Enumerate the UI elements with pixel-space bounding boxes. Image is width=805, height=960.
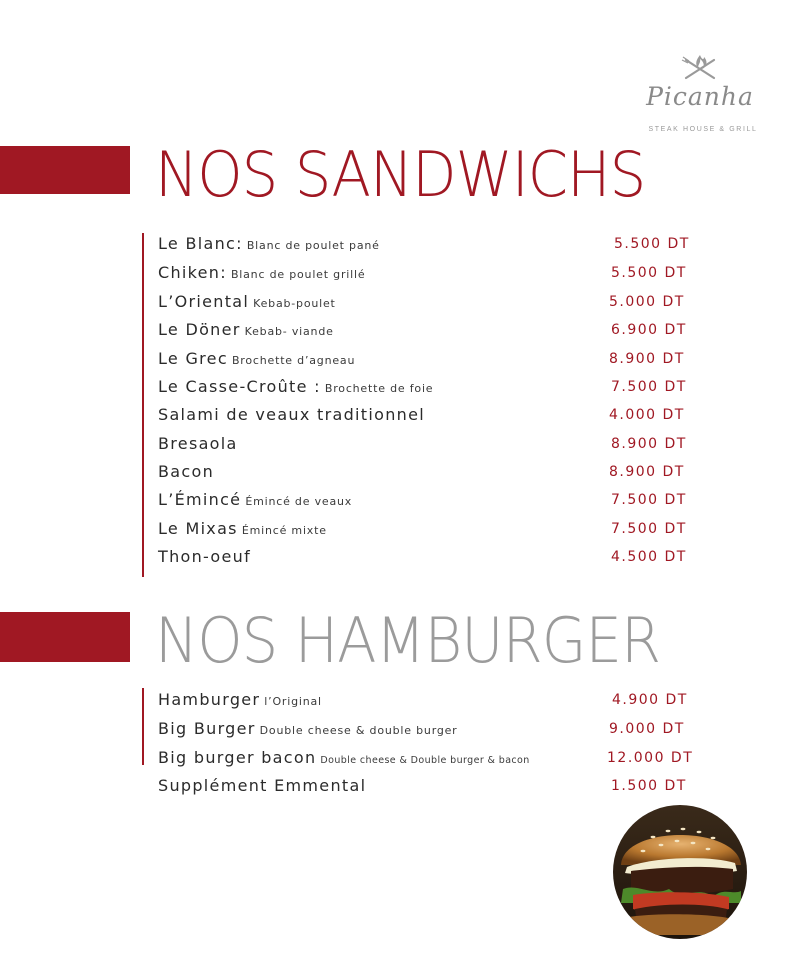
item-desc: Émincé de veaux — [245, 495, 353, 508]
menu-item — [158, 719, 458, 738]
item-price: 7.500 DT — [611, 521, 687, 537]
menu-item — [158, 748, 530, 767]
item-price: 8.900 DT — [609, 464, 685, 480]
item-desc: Brochette de foie — [324, 382, 434, 395]
brand-logo — [636, 52, 764, 138]
divider-line — [142, 459, 144, 577]
item-price: 8.900 DT — [611, 436, 687, 452]
item-name: Supplément Emmental — [158, 776, 367, 795]
item-name: L’Émincé — [158, 490, 242, 509]
menu-item — [158, 519, 327, 538]
item-price: 6.900 DT — [611, 322, 687, 338]
item-desc: Blanc de poulet grillé — [230, 268, 366, 281]
item-price: 4.900 DT — [612, 692, 688, 708]
section-title-hamburgers: NOS HAMBURGER — [155, 604, 661, 677]
item-desc: Double cheese & double burger — [259, 724, 458, 737]
menu-item — [158, 490, 352, 509]
item-price: 5.000 DT — [609, 294, 685, 310]
item-desc: Brochette d’agneau — [231, 354, 356, 367]
item-name: Le Grec — [158, 349, 228, 368]
item-name: Big burger bacon — [158, 748, 317, 767]
menu-item — [158, 234, 380, 253]
section-bar-sandwiches — [0, 146, 130, 194]
menu-item — [158, 405, 429, 424]
item-price: 5.500 DT — [614, 236, 690, 252]
item-desc: Blanc de poulet pané — [246, 239, 380, 252]
brand-name: Picanha — [646, 82, 754, 111]
burger-photo — [613, 805, 747, 939]
item-name: Le Mixas — [158, 519, 238, 538]
item-desc: l’Original — [264, 695, 322, 708]
item-desc: Kebab- viande — [244, 325, 334, 338]
item-name: Salami de veaux traditionnel — [158, 405, 425, 424]
divider-line — [142, 233, 144, 348]
menu-item — [158, 434, 242, 453]
item-price: 12.000 DT — [607, 750, 694, 766]
item-price: 1.500 DT — [611, 778, 687, 794]
item-name: Big Burger — [158, 719, 256, 738]
menu-item — [158, 690, 322, 709]
item-price: 7.500 DT — [611, 379, 687, 395]
divider-line — [142, 346, 144, 461]
section-bar-hamburgers — [0, 612, 130, 662]
menu-item — [158, 320, 334, 339]
item-price: 5.500 DT — [611, 265, 687, 281]
item-name: L’Oriental — [158, 292, 250, 311]
brand-tagline: STEAK HOUSE & GRILL — [648, 126, 758, 133]
item-price: 7.500 DT — [611, 492, 687, 508]
divider-line — [142, 688, 144, 765]
item-desc: Double cheese & Double burger & bacon — [320, 755, 530, 766]
item-name: Le Döner — [158, 320, 241, 339]
item-name: Thon-oeuf — [158, 547, 252, 566]
item-name: Le Blanc: — [158, 234, 243, 253]
item-price: 8.900 DT — [609, 351, 685, 367]
item-name: Bacon — [158, 462, 215, 481]
item-price: 9.000 DT — [609, 721, 685, 737]
item-name: Chiken: — [158, 263, 227, 282]
menu-item — [158, 547, 255, 566]
menu-item — [158, 263, 365, 282]
item-desc: Émincé mixte — [241, 524, 327, 537]
menu-item — [158, 462, 218, 481]
item-price: 4.000 DT — [609, 407, 685, 423]
item-name: Le Casse-Croûte : — [158, 377, 321, 396]
item-name: Hamburger — [158, 690, 261, 709]
item-name: Bresaola — [158, 434, 238, 453]
menu-item — [158, 349, 355, 368]
grill-fork-knife-icon — [678, 52, 722, 82]
menu-item — [158, 377, 433, 396]
section-title-sandwiches: NOS SANDWICHS — [155, 138, 646, 211]
item-price: 4.500 DT — [611, 549, 687, 565]
item-desc: Kebab-poulet — [253, 297, 336, 310]
menu-item — [158, 292, 336, 311]
menu-item — [158, 776, 370, 795]
